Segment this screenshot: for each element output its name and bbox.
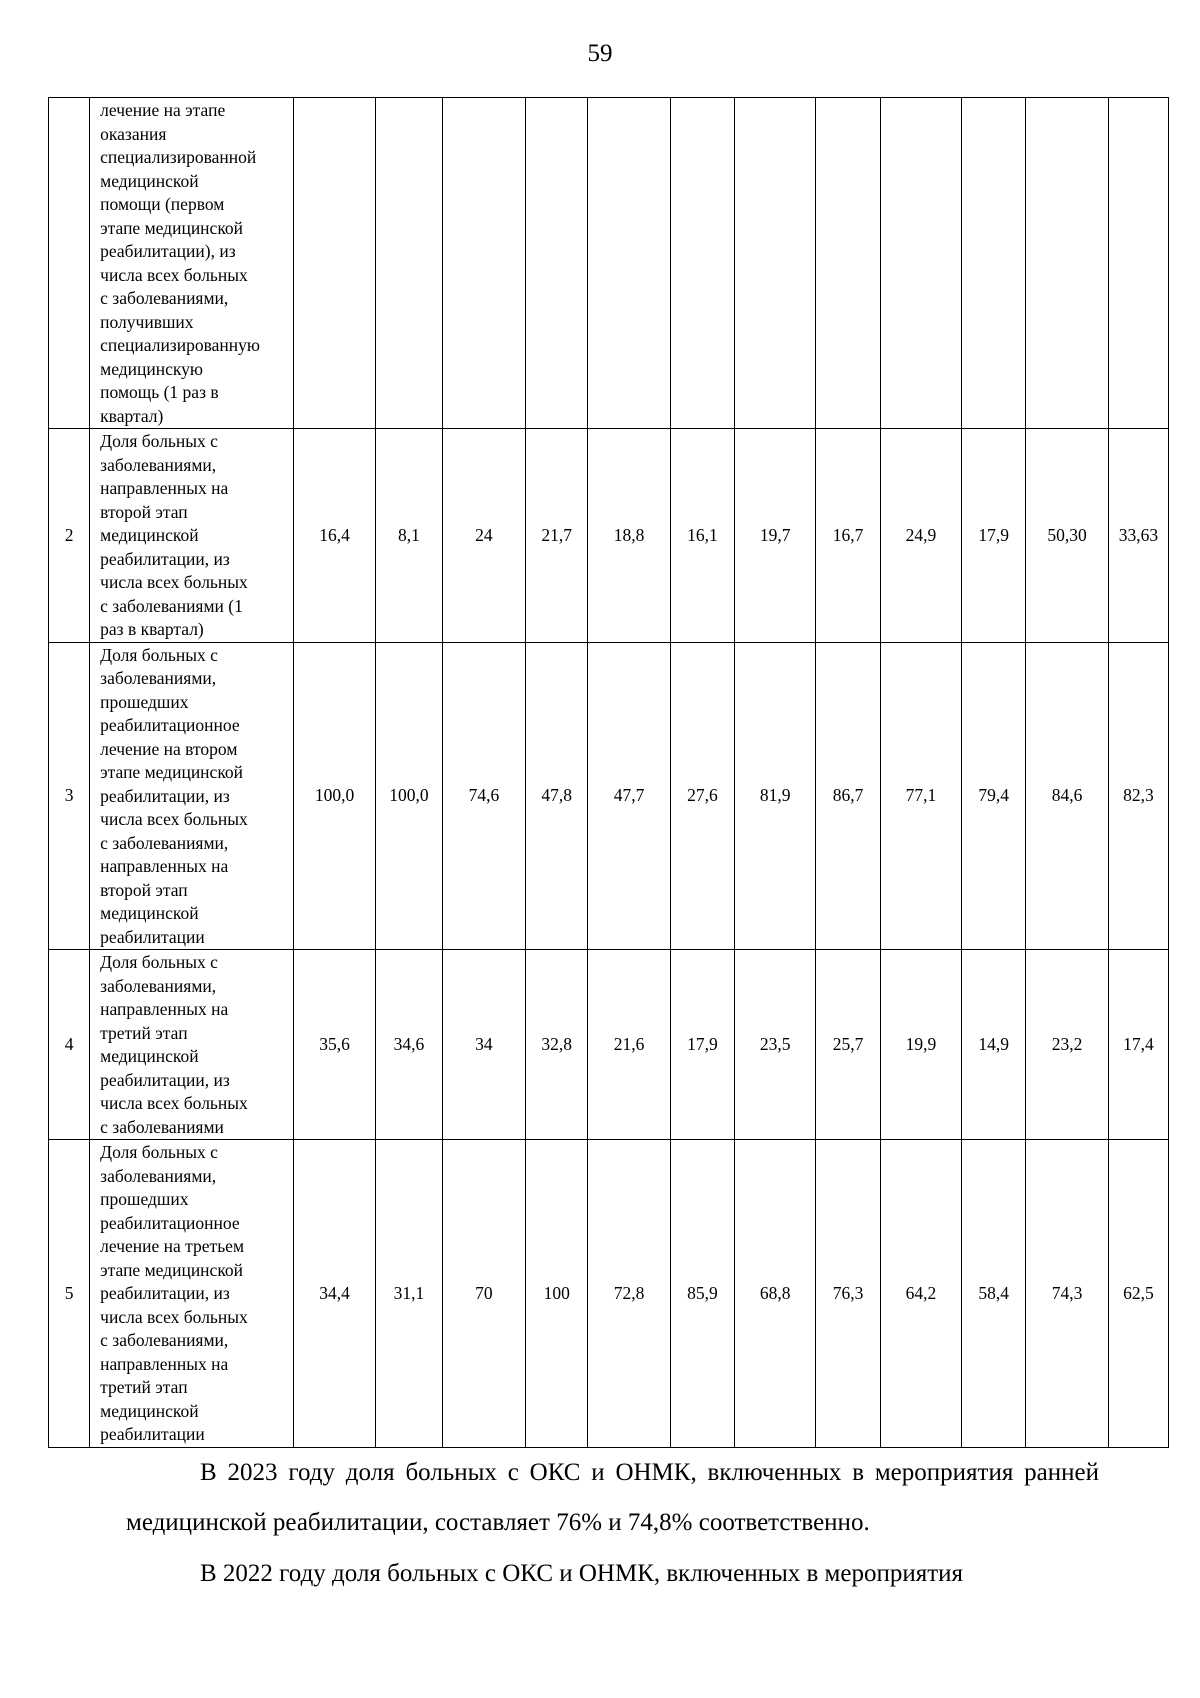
value-cell: 24 (442, 429, 525, 643)
table-row (49, 98, 1169, 429)
value-cell: 17,9 (670, 950, 734, 1140)
indicator-description: лечение на этапе оказания специализированной медицинской помощи (первом этапе медицинской реабилитации), из числа всех больных с заболеваниями, получивших специализированную медицинскую помощь (1 раз в квартал) (100, 100, 260, 426)
indicator-description: Доля больных с заболеваниями, прошедших реабилитационное лечение на третьем этапе медицинской реабилитации, из числа всех больных с заболеваниями, направленных на третий этап медицинской реабилитации (100, 1142, 248, 1444)
value-cell: 23,5 (735, 950, 816, 1140)
value-cell: 16,4 (293, 429, 375, 643)
table-row (49, 642, 1169, 950)
value-cell: 64,2 (880, 1140, 961, 1448)
value-cell: 50,30 (1026, 429, 1108, 643)
page-number: 59 (587, 40, 613, 67)
value-cell: 86,7 (816, 642, 880, 950)
value-cell: 25,7 (816, 950, 880, 1140)
value-cell: 68,8 (735, 1140, 816, 1448)
rehabilitation-indicators-table (48, 97, 1169, 1448)
paragraph-2023: В 2023 году доля больных с ОКС и ОНМК, включенных в мероприятия ранней медицинской реабилитации, составляет 76% и 74,8% соответственно. (126, 1459, 1099, 1536)
value-cell (588, 98, 670, 429)
indicator-description: Доля больных с заболеваниями, направленных на второй этап медицинской реабилитации, из числа всех больных с заболеваниями (1 раз в квартал) (100, 431, 248, 639)
row-number-cell: 5 (49, 1140, 90, 1448)
value-cell: 18,8 (588, 429, 670, 643)
value-cell: 72,8 (588, 1140, 670, 1448)
row-number-cell: 3 (49, 642, 90, 950)
indicator-description-cell (90, 429, 294, 643)
value-cell (442, 98, 525, 429)
row-number-cell: 2 (49, 429, 90, 643)
value-cell (962, 98, 1026, 429)
value-cell: 84,6 (1026, 642, 1108, 950)
value-cell (1026, 98, 1108, 429)
value-cell: 16,1 (670, 429, 734, 643)
value-cell: 100 (526, 1140, 588, 1448)
value-cell: 58,4 (962, 1140, 1026, 1448)
value-cell (1108, 98, 1168, 429)
indicator-description-cell (90, 98, 294, 429)
value-cell: 79,4 (962, 642, 1026, 950)
value-cell: 62,5 (1108, 1140, 1168, 1448)
value-cell: 19,7 (735, 429, 816, 643)
value-cell (816, 98, 880, 429)
value-cell: 8,1 (376, 429, 443, 643)
value-cell: 21,6 (588, 950, 670, 1140)
row-number-cell (49, 98, 90, 429)
value-cell: 17,9 (962, 429, 1026, 643)
indicator-description: Доля больных с заболеваниями, прошедших реабилитационное лечение на втором этапе медицинской реабилитации, из числа всех больных с заболеваниями, направленных на второй этап медицинской реабилитации (100, 644, 248, 947)
value-cell: 100,0 (376, 642, 443, 950)
value-cell: 100,0 (293, 642, 375, 950)
indicator-description-cell (90, 950, 294, 1140)
value-cell: 27,6 (670, 642, 734, 950)
paragraph-2022: В 2022 году доля больных с ОКС и ОНМК, включенных в мероприятия (200, 1560, 964, 1587)
value-cell: 16,7 (816, 429, 880, 643)
value-cell: 19,9 (880, 950, 961, 1140)
value-cell: 47,8 (526, 642, 588, 950)
value-cell: 81,9 (735, 642, 816, 950)
value-cell: 17,4 (1108, 950, 1168, 1140)
value-cell: 24,9 (880, 429, 961, 643)
value-cell: 14,9 (962, 950, 1026, 1140)
value-cell: 77,1 (880, 642, 961, 950)
value-cell: 33,63 (1108, 429, 1168, 643)
value-cell: 31,1 (376, 1140, 443, 1448)
indicator-description-cell (90, 1140, 294, 1448)
value-cell (735, 98, 816, 429)
value-cell (880, 98, 961, 429)
value-cell: 70 (442, 1140, 525, 1448)
table-row (49, 429, 1169, 643)
value-cell: 23,2 (1026, 950, 1108, 1140)
value-cell (293, 98, 375, 429)
value-cell: 74,6 (442, 642, 525, 950)
value-cell (670, 98, 734, 429)
value-cell: 47,7 (588, 642, 670, 950)
value-cell: 76,3 (816, 1140, 880, 1448)
value-cell (376, 98, 443, 429)
indicator-description-cell (90, 642, 294, 950)
value-cell: 34 (442, 950, 525, 1140)
value-cell: 34,4 (293, 1140, 375, 1448)
value-cell: 82,3 (1108, 642, 1168, 950)
row-number-cell: 4 (49, 950, 90, 1140)
indicator-description: Доля больных с заболеваниями, направленных на третий этап медицинской реабилитации, из числа всех больных с заболеваниями (100, 952, 248, 1137)
value-cell: 34,6 (376, 950, 443, 1140)
value-cell: 21,7 (526, 429, 588, 643)
value-cell (526, 98, 588, 429)
value-cell: 74,3 (1026, 1140, 1108, 1448)
table-row (49, 950, 1169, 1140)
table-row (49, 1140, 1169, 1448)
value-cell: 35,6 (293, 950, 375, 1140)
value-cell: 32,8 (526, 950, 588, 1140)
value-cell: 85,9 (670, 1140, 734, 1448)
